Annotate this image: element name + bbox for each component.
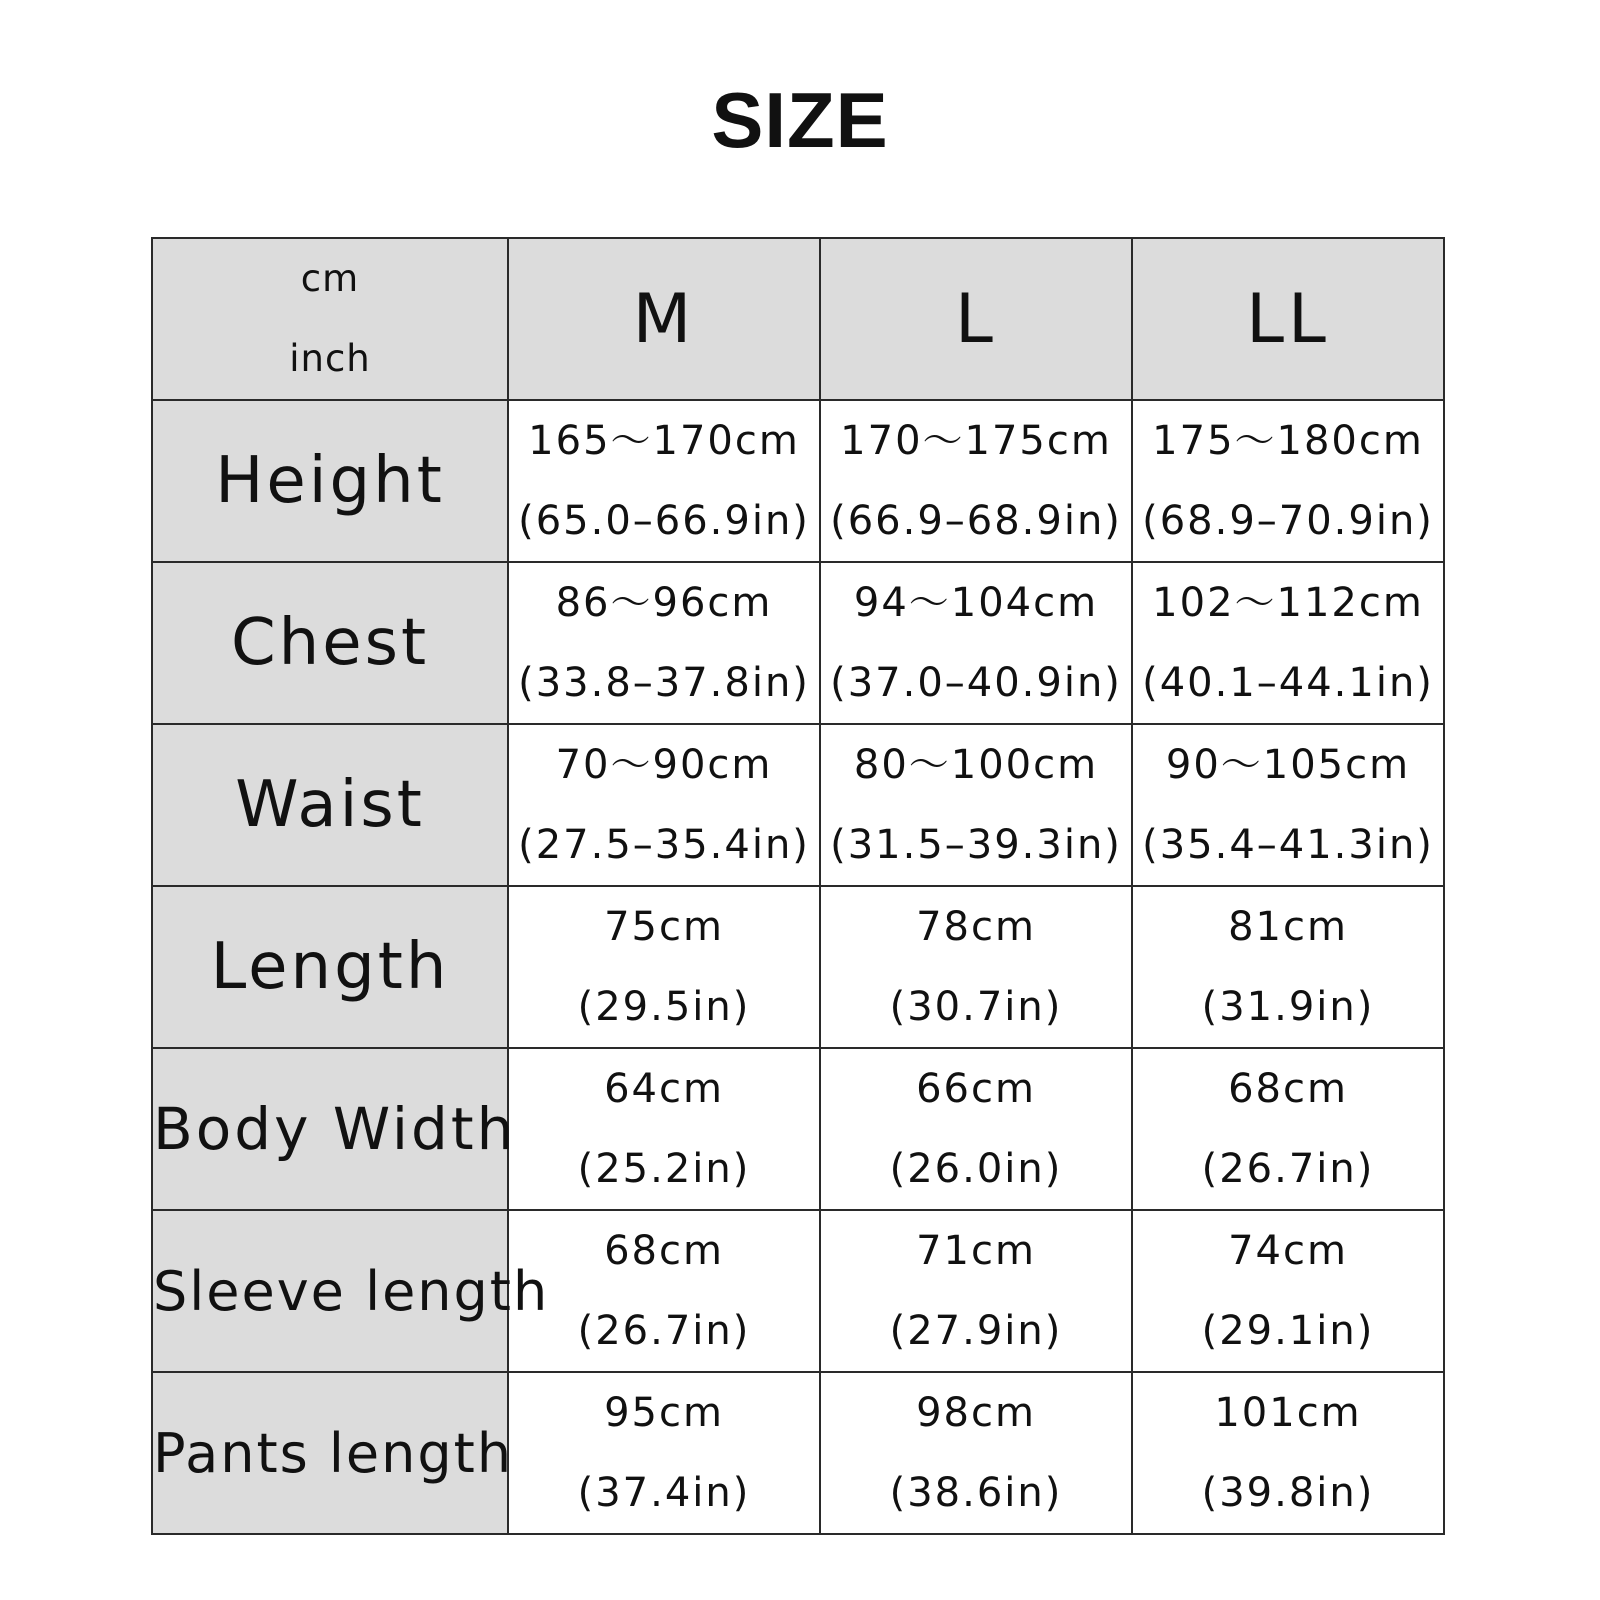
unit-cm-label: cm (300, 257, 360, 300)
table-row-sleeve-length (152, 1210, 1444, 1372)
table-row-chest (152, 562, 1444, 724)
inch-value: (25.2in) (577, 1146, 751, 1192)
inch-value: (29.5in) (577, 984, 751, 1030)
unit-corner-cell (152, 238, 508, 400)
table-row-waist (152, 724, 1444, 886)
table-cell (508, 724, 820, 886)
inch-value: (30.7in) (889, 984, 1063, 1030)
unit-inch-label: inch (289, 337, 371, 380)
row-label-pants-length: Pants length (152, 1372, 508, 1534)
cm-value: 64cm (604, 1066, 724, 1112)
inch-value: (68.9–70.9in) (1142, 498, 1434, 544)
cm-value: 74cm (1228, 1228, 1348, 1274)
row-label-height: Height (152, 400, 508, 562)
cm-value: 94～104cm (853, 580, 1099, 626)
size-table (151, 237, 1445, 1535)
cm-value: 175～180cm (1152, 418, 1424, 464)
cm-value: 80～100cm (853, 742, 1099, 788)
size-header-m: M (508, 238, 820, 400)
table-cell (1132, 724, 1444, 886)
table-cell (1132, 1048, 1444, 1210)
table-cell (508, 886, 820, 1048)
table-row-length (152, 886, 1444, 1048)
inch-value: (37.4in) (577, 1470, 751, 1516)
inch-value: (27.9in) (889, 1308, 1063, 1354)
row-label-waist: Waist (152, 724, 508, 886)
inch-value: (31.9in) (1201, 984, 1375, 1030)
cm-value: 81cm (1228, 904, 1348, 950)
cm-value: 98cm (916, 1390, 1036, 1436)
inch-value: (37.0–40.9in) (830, 660, 1122, 706)
cm-value: 66cm (916, 1066, 1036, 1112)
table-row-height (152, 400, 1444, 562)
table-cell (508, 562, 820, 724)
size-header-ll: LL (1132, 238, 1444, 400)
table-cell (1132, 1210, 1444, 1372)
table-cell (508, 1048, 820, 1210)
row-label-body-width: Body Width (152, 1048, 508, 1210)
cm-value: 95cm (604, 1390, 724, 1436)
cm-value: 102～112cm (1152, 580, 1424, 626)
table-row-pants-length (152, 1372, 1444, 1534)
row-label-chest: Chest (152, 562, 508, 724)
inch-value: (29.1in) (1201, 1308, 1375, 1354)
inch-value: (26.7in) (577, 1308, 751, 1354)
table-row-body-width (152, 1048, 1444, 1210)
table-cell (508, 1372, 820, 1534)
inch-value: (39.8in) (1201, 1470, 1375, 1516)
cm-value: 68cm (604, 1228, 724, 1274)
cm-value: 78cm (916, 904, 1036, 950)
cm-value: 101cm (1214, 1390, 1362, 1436)
table-cell (820, 886, 1132, 1048)
table-header-row (152, 238, 1444, 400)
table-cell (820, 1372, 1132, 1534)
table-cell (820, 400, 1132, 562)
inch-value: (38.6in) (889, 1470, 1063, 1516)
inch-value: (26.7in) (1201, 1146, 1375, 1192)
cm-value: 170～175cm (840, 418, 1112, 464)
cm-value: 86～96cm (555, 580, 773, 626)
row-label-sleeve-length: Sleeve length (152, 1210, 508, 1372)
table-cell (508, 1210, 820, 1372)
cm-value: 165～170cm (528, 418, 800, 464)
inch-value: (40.1–44.1in) (1142, 660, 1434, 706)
inch-value: (66.9–68.9in) (830, 498, 1122, 544)
table-cell (508, 400, 820, 562)
inch-value: (33.8–37.8in) (518, 660, 810, 706)
table-cell (820, 562, 1132, 724)
table-cell (820, 1048, 1132, 1210)
table-cell (820, 724, 1132, 886)
inch-value: (26.0in) (889, 1146, 1063, 1192)
cm-value: 75cm (604, 904, 724, 950)
cm-value: 71cm (916, 1228, 1036, 1274)
inch-value: (31.5–39.3in) (830, 822, 1122, 868)
cm-value: 68cm (1228, 1066, 1348, 1112)
inch-value: (65.0–66.9in) (518, 498, 810, 544)
cm-value: 90～105cm (1165, 742, 1411, 788)
table-cell (1132, 886, 1444, 1048)
row-label-length: Length (152, 886, 508, 1048)
table-cell (1132, 400, 1444, 562)
cm-value: 70～90cm (555, 742, 773, 788)
table-cell (820, 1210, 1132, 1372)
table-cell (1132, 562, 1444, 724)
inch-value: (35.4–41.3in) (1142, 822, 1434, 868)
inch-value: (27.5–35.4in) (518, 822, 810, 868)
size-header-l: L (820, 238, 1132, 400)
table-cell (1132, 1372, 1444, 1534)
page-title: SIZE (711, 76, 889, 164)
